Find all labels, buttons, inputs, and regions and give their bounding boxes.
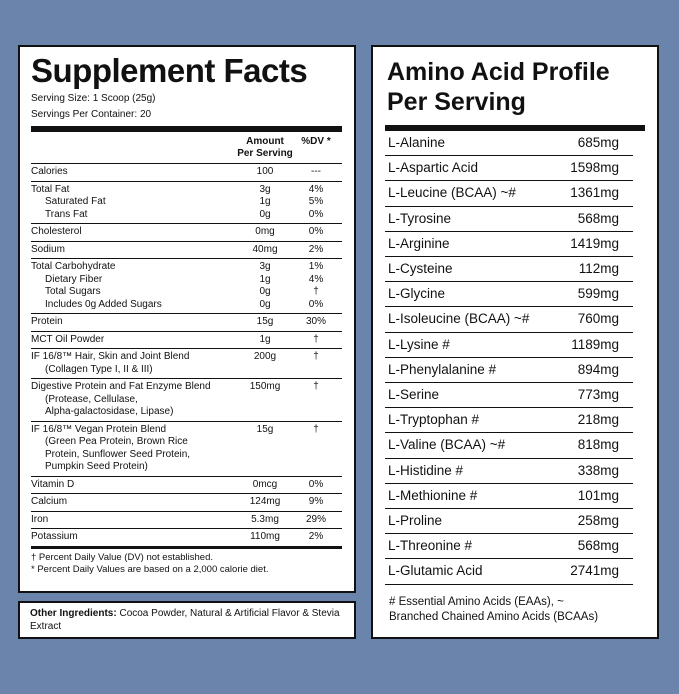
nutrient-name: Calcium <box>31 496 68 507</box>
other-ingredients-panel <box>18 601 356 639</box>
amino-name: L-Aspartic Acid <box>388 160 479 176</box>
nutrient-dv: 30% <box>305 316 326 327</box>
nutrient-dv: † <box>313 351 319 362</box>
nutrient-amount: 0g <box>259 298 271 310</box>
nutrient-subline: Alpha-galactosidase, Lipase) <box>45 406 174 417</box>
facts-row <box>31 258 342 313</box>
nutrient-amount: 5.3mg <box>251 513 279 525</box>
nutrient-amount: 110mg <box>250 531 280 542</box>
footnote-percent-dv: * Percent Daily Values are based on a 2,000 calorie diet. <box>31 564 269 575</box>
facts-table-header <box>31 132 342 163</box>
nutrient-name: Potassium <box>31 531 78 542</box>
amino-name: L-Cysteine <box>388 261 453 277</box>
nutrient-name: Iron <box>31 513 49 525</box>
amino-row <box>385 232 633 257</box>
nutrient-dv: 9% <box>308 496 324 507</box>
amino-footnote-line2: Branched Chained Amino Acids (BCAAs) <box>389 610 599 623</box>
amount-header: Amount <box>246 136 284 147</box>
amino-amount: 258mg <box>577 513 619 529</box>
amino-row <box>385 408 633 433</box>
amino-row <box>385 282 633 307</box>
nutrient-subline: (Protease, Cellulase, <box>45 393 138 405</box>
amino-name: L-Histidine # <box>388 462 464 478</box>
amino-name: L-Alanine <box>388 135 446 150</box>
amino-amount: 568mg <box>577 210 619 226</box>
nutrient-subline: Total Sugars <box>45 286 101 297</box>
facts-row <box>31 476 342 494</box>
amino-acid-profile-panel <box>371 45 659 639</box>
nutrient-dv: † <box>313 381 319 392</box>
nutrient-subline: (Collagen Type I, II & III) <box>45 363 153 375</box>
nutrient-amount: 100 <box>256 166 274 177</box>
amino-name: L-Threonine # <box>388 538 473 554</box>
amino-row <box>385 333 633 358</box>
nutrient-dv: † <box>313 333 319 345</box>
amino-name: L-Proline <box>388 513 443 529</box>
amino-row <box>385 207 633 232</box>
nutrient-name: IF 16/8™ Hair, Skin and Joint Blend <box>31 351 190 362</box>
facts-row <box>31 241 342 259</box>
nutrient-amount: 150mg <box>249 381 281 392</box>
amino-amount: 101mg <box>577 487 619 503</box>
amino-amount: 773mg <box>577 387 619 403</box>
nutrient-dv: † <box>313 286 319 297</box>
amino-row <box>385 484 633 509</box>
nutrient-amount: 0g <box>259 286 271 297</box>
nutrient-amount: 200g <box>253 351 277 362</box>
amino-amount: 894mg <box>577 361 619 377</box>
amino-name: L-Glycine <box>388 286 446 302</box>
nutrient-dv: 5% <box>308 196 324 207</box>
amino-amount: 218mg <box>577 412 619 428</box>
amino-row <box>385 307 633 332</box>
amino-name: L-Tyrosine <box>388 210 452 226</box>
serving-size: Serving Size: 1 Scoop (25g) <box>31 93 156 104</box>
nutrient-name: MCT Oil Powder <box>31 333 105 345</box>
facts-row <box>31 181 342 224</box>
nutrient-subline: (Green Pea Protein, Brown Rice <box>45 436 188 447</box>
amino-row <box>385 181 633 206</box>
nutrient-name: Cholesterol <box>31 226 82 237</box>
other-ingredients-text: Cocoa Powder, Natural & Artificial Flavor & Stevia Extract <box>30 608 340 632</box>
nutrient-name: Total Fat <box>31 183 70 195</box>
amino-name: L-Leucine (BCAA) ~# <box>388 185 516 201</box>
nutrient-dv: --- <box>311 166 321 177</box>
nutrient-subline: Saturated Fat <box>45 196 106 207</box>
amino-row <box>385 383 633 408</box>
amino-amount: 112mg <box>578 261 619 277</box>
amino-row <box>385 559 633 584</box>
nutrient-dv: 2% <box>308 531 324 542</box>
nutrient-subline: Pumpkin Seed Protein) <box>45 461 148 472</box>
amino-name: L-Serine <box>388 387 440 403</box>
amino-amount: 1361mg <box>570 185 619 201</box>
amino-row <box>385 509 633 534</box>
amino-amount: 1419mg <box>570 235 619 251</box>
amino-row <box>385 433 633 458</box>
nutrient-name: Protein <box>31 316 63 327</box>
amino-name: L-Tryptophan # <box>388 412 480 428</box>
nutrient-amount: 40mg <box>252 243 278 255</box>
nutrient-amount: 0mcg <box>252 478 278 490</box>
nutrient-amount: 15g <box>256 316 274 327</box>
nutrient-amount: 1g <box>259 273 271 285</box>
facts-row <box>31 528 342 546</box>
nutrient-name: Sodium <box>31 243 65 255</box>
amino-amount: 568mg <box>577 538 619 554</box>
amino-row <box>385 534 633 559</box>
nutrient-subline: Protein, Sunflower Seed Protein, <box>45 448 191 460</box>
nutrient-name: Digestive Protein and Fat Enzyme Blend <box>31 381 211 392</box>
nutrient-amount: 1g <box>259 333 271 345</box>
nutrient-dv: † <box>313 423 319 435</box>
amino-amount: 599mg <box>577 286 619 302</box>
nutrient-dv: 0% <box>308 208 324 220</box>
amino-row <box>385 257 633 282</box>
facts-row <box>31 378 342 421</box>
amino-footnote-line1: # Essential Amino Acids (EAAs), ~ <box>389 595 564 608</box>
nutrient-name: IF 16/8™ Vegan Protein Blend <box>31 423 167 435</box>
nutrient-name: Calories <box>31 166 68 177</box>
nutrient-dv: 29% <box>305 513 326 525</box>
amino-title-line1: Amino Acid Profile <box>387 58 610 86</box>
supplement-facts-panel <box>18 45 356 593</box>
other-ingredients-label: Other Ingredients: <box>30 608 117 619</box>
amino-name: L-Glutamic Acid <box>388 563 483 579</box>
nutrient-dv: 0% <box>308 226 324 237</box>
nutrient-name: Vitamin D <box>31 478 75 490</box>
amino-amount: 818mg <box>577 437 619 453</box>
amino-amount: 1189mg <box>571 336 619 352</box>
nutrient-amount: 15g <box>256 423 274 435</box>
facts-row <box>31 331 342 349</box>
amino-row <box>385 156 633 181</box>
facts-row <box>31 348 342 378</box>
amino-acid-list <box>385 131 633 585</box>
amino-row <box>385 358 633 383</box>
nutrient-amount: 0g <box>259 208 271 220</box>
nutrient-subline: Trans Fat <box>45 208 88 220</box>
nutrient-amount: 3g <box>259 261 271 272</box>
facts-row <box>31 493 342 511</box>
servings-per-container: Servings Per Container: 20 <box>31 109 152 120</box>
nutrient-dv: 0% <box>308 298 324 310</box>
amino-row <box>385 131 633 156</box>
amino-name: L-Methionine # <box>388 487 478 503</box>
amino-name: L-Lysine # <box>388 336 450 352</box>
facts-row <box>31 421 342 476</box>
nutrient-amount: 124mg <box>249 496 281 507</box>
nutrient-amount: 1g <box>259 196 271 207</box>
amino-amount: 760mg <box>577 311 619 327</box>
nutrient-name: Total Carbohydrate <box>31 261 116 272</box>
facts-row <box>31 163 342 181</box>
nutrient-dv: 2% <box>308 243 324 255</box>
supplement-facts-title: Supplement Facts <box>31 52 308 89</box>
amino-name: L-Valine (BCAA) ~# <box>388 437 506 453</box>
amino-name: L-Phenylalanine # <box>388 361 497 377</box>
facts-row <box>31 223 342 241</box>
dv-header: %DV * <box>301 136 331 147</box>
nutrient-dv: 0% <box>308 478 324 490</box>
nutrient-amount: 0mg <box>255 226 275 237</box>
amino-row <box>385 459 633 484</box>
facts-table-body <box>31 163 342 546</box>
amino-amount: 338mg <box>577 462 619 478</box>
amino-name: L-Arginine <box>388 235 450 251</box>
nutrient-amount: 3g <box>259 183 271 195</box>
facts-row <box>31 313 342 331</box>
amino-amount: 1598mg <box>570 160 619 176</box>
nutrient-dv: 4% <box>308 183 324 195</box>
facts-row <box>31 511 342 529</box>
amino-title-line2: Per Serving <box>387 88 526 116</box>
footnote-dagger: † Percent Daily Value (DV) not established. <box>31 551 213 563</box>
nutrient-subline: Dietary Fiber <box>45 273 103 285</box>
per-serving-header: Per Serving <box>237 148 293 159</box>
nutrient-dv: 4% <box>308 273 324 285</box>
nutrient-dv: 1% <box>308 261 324 272</box>
amino-name: L-Isoleucine (BCAA) ~# <box>388 311 530 327</box>
nutrient-subline: Includes 0g Added Sugars <box>45 298 162 310</box>
amino-amount: 685mg <box>577 135 619 150</box>
amino-amount: 2741mg <box>570 563 619 579</box>
